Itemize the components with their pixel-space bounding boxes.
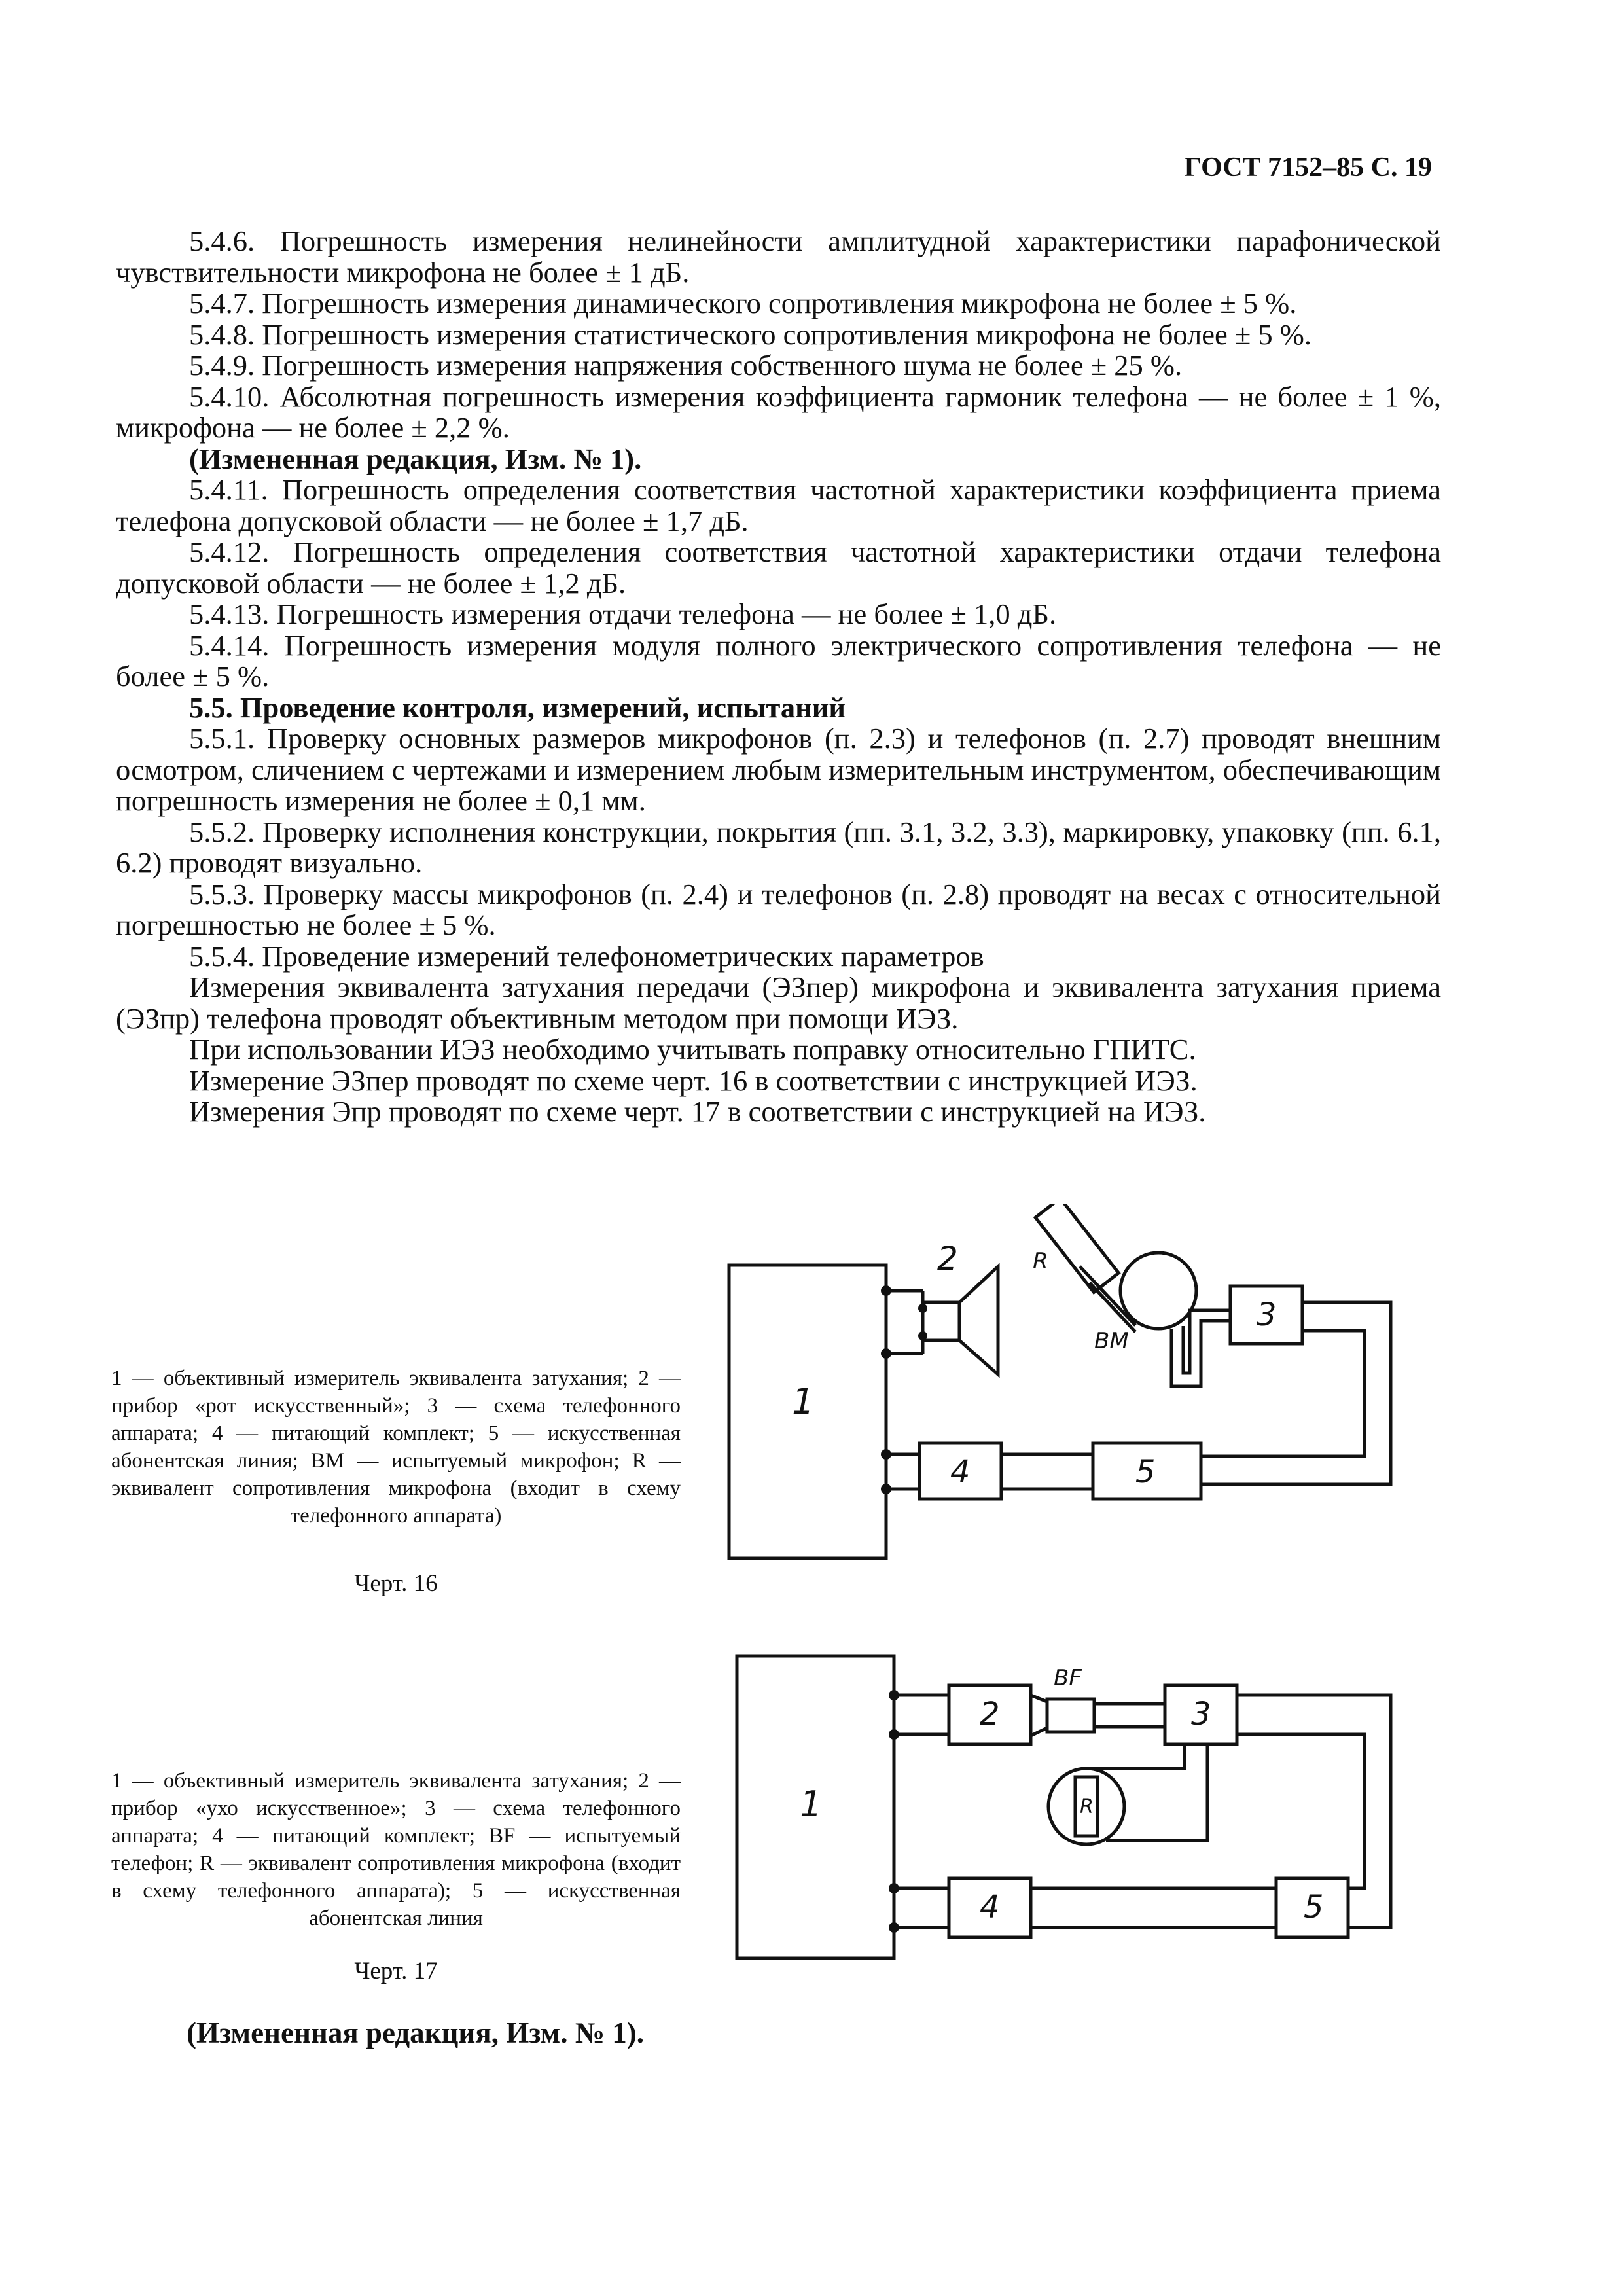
paragraph: 5.5.1. Проверку основных размеров микрофонов (п. 2.3) и телефонов (п. 2.7) проводят внешним осмотром, сличением с чертежами и измерением любым измерительным инструментом, обеспечивающим погрешность измерения не более ± 0,1 мм. [116, 722, 1441, 817]
figure16-diagram [720, 1204, 1466, 1571]
fig16-label-2: 2 [937, 1240, 958, 1278]
paragraph: Измерения Эпр проводят по схеме черт. 17 в соответствии с инструкцией на ИЭЗ. [189, 1095, 1206, 1128]
fig16-mouth-horn [959, 1266, 998, 1374]
figure17-diagram [720, 1623, 1466, 1977]
paragraph: 5.4.6. Погрешность измерения нелинейности амплитудной характеристики парафонической чувствительности микрофона не более ± 1 дБ. [116, 224, 1441, 289]
paragraph: 5.5.3. Проверку массы микрофонов (п. 2.4) и телефонов (п. 2.8) проводят на весах с относительной погрешностью не более ± 5 %. [116, 877, 1441, 941]
figure16-label: Черт. 16 [354, 1570, 438, 1597]
fig17-ear-coupler [1031, 1695, 1047, 1736]
paragraph: 5.4.11. Погрешность определения соответствия частотной характеристики коэффициента приема телефона допусковой области — не более ± 1,7 дБ. [116, 473, 1441, 537]
footer-amendment-note: (Измененная редакция, Изм. № 1). [187, 2017, 645, 2049]
fig16-label-5: 5 [1135, 1454, 1156, 1490]
fig16-label-bm: BM [1094, 1328, 1129, 1354]
paragraph: Измерения эквивалента затухания передачи (ЭЗпер) микрофона и эквивалента затухания приема (ЭЗпр) телефона проводят объективным методом при помощи ИЭЗ. [116, 971, 1441, 1035]
paragraph: 5.4.13. Погрешность измерения отдачи телефона — не более ± 1,0 дБ. [189, 598, 1057, 630]
fig17-phone-bf [1047, 1699, 1094, 1732]
figure16-caption-text: 1 — объективный измеритель эквивалента затухания; 2 — прибор «рот искусственный»; 3 — схема телефонного аппарата; 4 — питающий комплект; 5 — искусственная абонентская линия; BM — испытуемый микрофон; R — эквивалент сопротивления микрофона (входит в схему телефонного аппарата) [111, 1367, 681, 1528]
fig17-label-1: 1 [800, 1784, 823, 1825]
body-text [116, 226, 1441, 1128]
fig17-label-bf: BF [1054, 1665, 1082, 1691]
figure17-caption-text: 1 — объективный измеритель эквивалента затухания; 2 — прибор «ухо искусственное»; 3 — схема телефонного аппарата; 4 — питающий комплект; BF — испытуемый телефон; R — эквивалент сопротивления микрофона (входит в схему телефонного аппарата); 5 — искусственная абонентская линия [111, 1769, 681, 1930]
figure17-label: Черт. 17 [354, 1958, 438, 1984]
paragraph: 5.4.7. Погрешность измерения динамического сопротивления микрофона не более ± 5 %. [189, 287, 1297, 319]
fig16-label-4: 4 [950, 1454, 971, 1490]
paragraph: 5.4.14. Погрешность измерения модуля полного электрического сопротивления телефона — не более ± 5 %. [116, 628, 1441, 692]
fig16-microphone-bm [1120, 1253, 1196, 1329]
fig17-label-3: 3 [1191, 1696, 1211, 1732]
paragraph: 5.5.4. Проведение измерений телефонометрических параметров [189, 939, 984, 973]
fig16-label-3: 3 [1257, 1297, 1277, 1333]
fig17-label-2: 2 [980, 1696, 1000, 1732]
fig16-label-1: 1 [792, 1381, 815, 1422]
paragraph: 5.4.9. Погрешность измерения напряжения собственного шума не более ± 25 %. [189, 349, 1183, 382]
paragraph: 5.4.10. Абсолютная погрешность измерения коэффициента гармоник телефона — не более ± 1 %, микрофона — не более ± 2,2 %. [116, 380, 1441, 444]
section-heading: 5.5. Проведение контроля, измерений, испытаний [189, 691, 846, 724]
fig17-label-r: R [1080, 1795, 1094, 1818]
fig16-mouth-box [923, 1302, 959, 1340]
paragraph: 5.5.2. Проверку исполнения конструкции, покрытия (пп. 3.1, 3.2, 3.3), маркировку, упаковку (пп. 6.1, 6.2) проводят визуально. [116, 815, 1441, 879]
paragraph: 5.4.8. Погрешность измерения статистического сопротивления микрофона не более ± 5 %. [189, 317, 1311, 351]
amendment-note: (Измененная редакция, Изм. № 1). [189, 442, 642, 475]
paragraph: Измерение ЭЗпер проводят по схеме черт. 16 в соответствии с инструкцией ИЭЗ. [189, 1064, 1198, 1097]
fig17-label-5: 5 [1304, 1889, 1324, 1926]
figure16-caption [111, 1365, 681, 1530]
figure17-caption [111, 1767, 681, 1932]
paragraph: При использовании ИЭЗ необходимо учитывать поправку относительно ГПИТС. [189, 1033, 1196, 1066]
fig16-label-r: R [1033, 1248, 1048, 1274]
page-header: ГОСТ 7152–85 С. 19 [1184, 152, 1432, 183]
paragraph: 5.4.12. Погрешность определения соответствия частотной характеристики отдачи телефона допусковой области — не более ± 1,2 дБ. [116, 535, 1441, 600]
fig17-label-4: 4 [980, 1889, 1000, 1926]
